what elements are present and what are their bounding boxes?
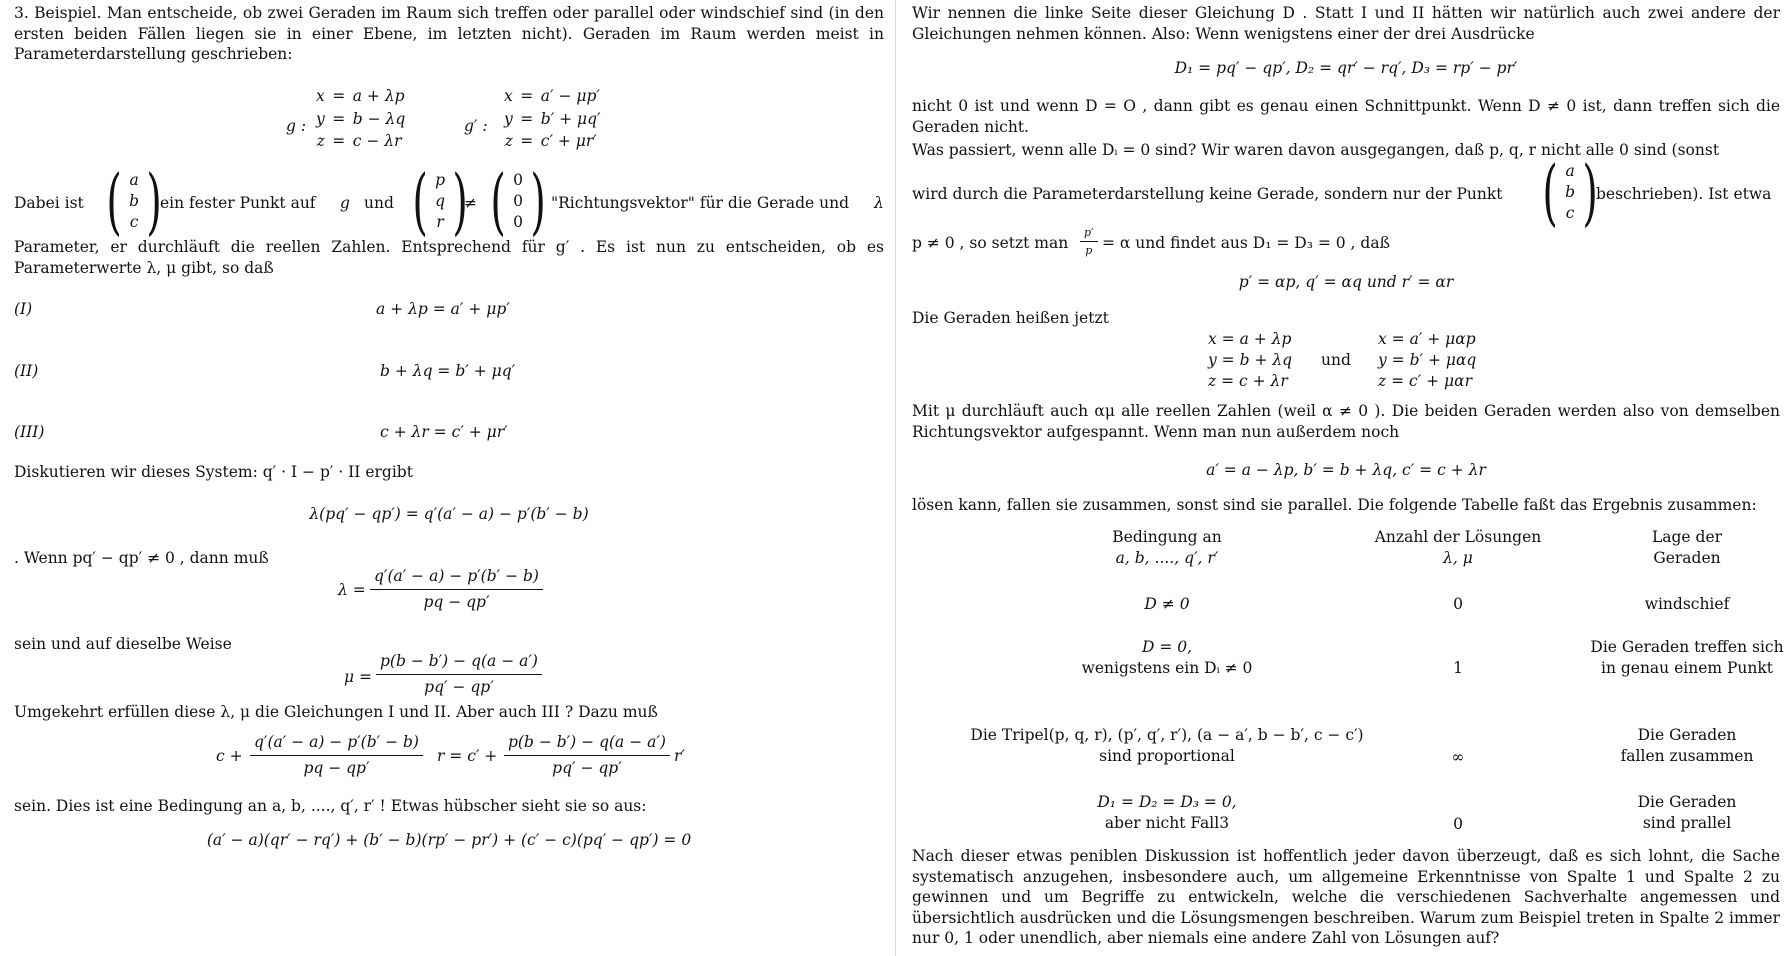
right-paragraph-1: Wir nennen die linke Seite dieser Gleichung D . Statt I und II hätten wir natürlich auch zwei andere der Gleichungen nehmen können. Also: Wenn wenigstens einer der drei Ausdrücke (912, 4, 1780, 43)
table-row-3-position: Die Geraden fallen zusammen (1620, 726, 1754, 765)
mu-fraction: $\frac{p(b - b') - q(a - a')}{pq' - qp'}$ (376, 651, 542, 697)
system-label-2: (II) (14, 362, 39, 380)
fester-punkt-text: ein fester Punkt auf (160, 194, 316, 212)
condition-middle: r = c′ + (437, 747, 498, 765)
column-divider (895, 0, 896, 956)
sein-bedingung-text: sein. Dies ist eine Bedingung an a, b, ...., q′, r′ ! Etwas hübscher sieht sie so aus: (14, 797, 647, 815)
geraden-jetzt-text: Die Geraden heißen jetzt (912, 309, 1109, 327)
right-paragraph-4b: = α und findet aus D₁ = D₃ = 0 , daß (1102, 234, 1390, 252)
table-header-condition: Bedingung an a, b, ...., q′, r′ (1112, 528, 1222, 567)
lambda-lhs: λ = (338, 581, 366, 599)
c-plus: c + (216, 747, 243, 765)
line-g-system: x = a + λp y = b + λq z = c + λr (1208, 330, 1293, 390)
vector-zero: ( 0 0 0 ) (490, 159, 546, 243)
lambda-fraction: $\frac{q'(a' - a) - p'(b' - b)}{pq - qp'}$ (370, 566, 543, 612)
system-label-1: (I) (14, 300, 33, 318)
sein-weise-text: sein und auf dieselbe Weise (14, 635, 232, 653)
pprime-over-p-fraction: $\frac{p'}{p}$ (1080, 226, 1098, 257)
right-paragraph-6: lösen kann, fallen sie zusammen, sonst sind sie parallel. Die folgende Tabelle faßt das Ergebnis zusammen: (912, 496, 1757, 514)
vector-abc: ( a b c ) (106, 159, 162, 243)
vector-pqr: ( p q r ) (412, 159, 468, 243)
lambda-equation: λ(pq′ − qp′) = q′(a′ − a) − p′(b′ − b) (309, 505, 589, 523)
umgekehrt-text: Umgekehrt erfüllen diese λ, μ die Gleichungen I und II. Aber auch III ? Dazu muß (14, 703, 658, 721)
wenn-text: . Wenn pq′ − qp′ ≠ 0 , dann muß (14, 549, 269, 567)
table-row-4-count: 0 (1453, 815, 1463, 833)
table-header-count: Anzahl der Lösungen λ, μ (1374, 528, 1542, 567)
final-equation: (a′ − a)(qr′ − rq′) + (b′ − b)(rp′ − pr′) + (c′ − c)(pq′ − qp′) = 0 (206, 831, 692, 849)
table-row-1-position: windschief (1644, 595, 1730, 613)
right-vector-abc: ( a b c ) (1542, 150, 1598, 234)
d-definitions: D₁ = pq′ − qp′, D₂ = qr′ − rq′, D₃ = rp′ − pr′ (1174, 59, 1518, 77)
table-row-3-condition: Die Tripel(p, q, r), (p′, q′, r′), (a − a′, b − b′, c − c′) sind proportional (970, 726, 1364, 765)
g-symbol: g (340, 194, 350, 212)
dabei-ist-text: Dabei ist (14, 194, 84, 212)
mu-lhs: μ = (344, 668, 372, 686)
und-text: und (364, 194, 394, 212)
g-label: g : (286, 117, 307, 135)
right-paragraph-4: p ≠ 0 , so setzt man (912, 234, 1069, 252)
table-row-1-count: 0 (1453, 595, 1463, 613)
gprime-equations: x = a′ − μp′ y = b′ + μq′ z = c′ + μr′ (504, 87, 601, 150)
system-equation-2: b + λq = b′ + μq′ (380, 362, 516, 380)
lambda-symbol: λ (874, 194, 884, 212)
table-row-4-condition: D₁ = D₂ = D₃ = 0, aber nicht Fall3 (1097, 793, 1237, 832)
system-label-3: (III) (14, 423, 45, 441)
parameter-paragraph: Parameter, er durchläuft die reellen Zahlen. Entsprechend für g′ . Es ist nun zu entscheiden, ob es Parameterwerte λ, μ gibt, so daß (14, 238, 884, 277)
right-paragraph-3b: wird durch die Parameterdarstellung keine Gerade, sondern nur der Punkt (912, 185, 1503, 203)
condition-fraction-2: $\frac{p(b - b') - q(a - a')}{pq' - qp'}$ (504, 732, 670, 778)
intro-paragraph: 3. Beispiel. Man entscheide, ob zwei Geraden im Raum sich treffen oder parallel oder windschief sind (in den ersten beiden Fällen liegen sie in einer Ebene, im letzten nicht). Geraden im Raum werden meist in Parameterdarstellung geschrieben: (14, 4, 884, 63)
right-paragraph-2: nicht 0 ist und wenn D = O , dann gibt es genau einen Schnittpunkt. Wenn D ≠ 0 ist, dann treffen sich die Geraden nicht. (912, 97, 1780, 136)
condition-fraction-1: $\frac{q'(a' - a) - p'(b' - b)}{pq - qp'}$ (250, 732, 423, 778)
right-paragraph-3c: beschrieben). Ist etwa (1596, 185, 1772, 203)
right-paragraph-5: Mit μ durchläuft auch αμ alle reellen Zahlen (weil α ≠ 0 ). Die beiden Geraden werden also von demselben Richtungsvektor aufgespannt. Wenn man nun außerdem noch (912, 402, 1780, 441)
abc-equation: a′ = a − λp, b′ = b + λq, c′ = c + λr (1206, 461, 1486, 479)
neq-symbol: ≠ (464, 194, 477, 212)
table-row-2-condition: D = 0, wenigstens ein Dᵢ ≠ 0 (1081, 638, 1253, 677)
system-equation-3: c + λr = c′ + μr′ (380, 423, 508, 441)
gprime-label: g′ : (464, 117, 488, 135)
table-row-4-position: Die Geraden sind prallel (1637, 793, 1737, 832)
system-equation-1: a + λp = a′ + μp′ (376, 300, 510, 318)
right-paragraph-7: Nach dieser etwas peniblen Diskussion ist hoffentlich jeder davon überzeugt, daß es sich lohnt, die Sache systematisch anzugehen, insbesondere auch, um allgemeine Erkenntnisse von Spalte 1 und Spalte 2 zu gewinnen und um Begriffe zu entwickeln, welche die verschiedenen Sachverhalte angemessen und übersichtlich ausdrücken und die Lösungsmengen beschreiben. Warum zum Beispiel treten in Spalte 2 immer nur 0, 1 oder unendlich, aber niemals eine andere Zahl von Lösungen auf? (912, 847, 1780, 947)
system-und: und (1321, 351, 1351, 369)
table-header-position: Lage der Geraden (1651, 528, 1723, 567)
table-row-3-count: ∞ (1451, 748, 1465, 766)
right-paragraph-3a: Was passiert, wenn alle Dᵢ = 0 sind? Wir waren davon ausgegangen, daß p, q, r nicht alle 0 sind (sonst (912, 141, 1720, 159)
table-row-2-position: Die Geraden treffen sich in genau einem Punkt (1590, 638, 1784, 677)
line-gprime-system: x = a′ + μαp y = b′ + μαq z = c′ + μαr (1378, 330, 1477, 390)
alpha-equation: p′ = αp, q′ = αq und r′ = αr (1238, 273, 1454, 291)
richtungsvektor-text: "Richtungsvektor" für die Gerade und (551, 194, 849, 212)
condition-rprime: r′ (674, 747, 685, 765)
diskutieren-text: Diskutieren wir dieses System: q′ · I − p′ · II ergibt (14, 463, 413, 481)
table-row-2-count: 1 (1453, 659, 1463, 677)
table-row-1-condition: D ≠ 0 (1144, 595, 1190, 613)
g-equations: x = a + λp y = b − λq z = c − λr (316, 87, 406, 150)
